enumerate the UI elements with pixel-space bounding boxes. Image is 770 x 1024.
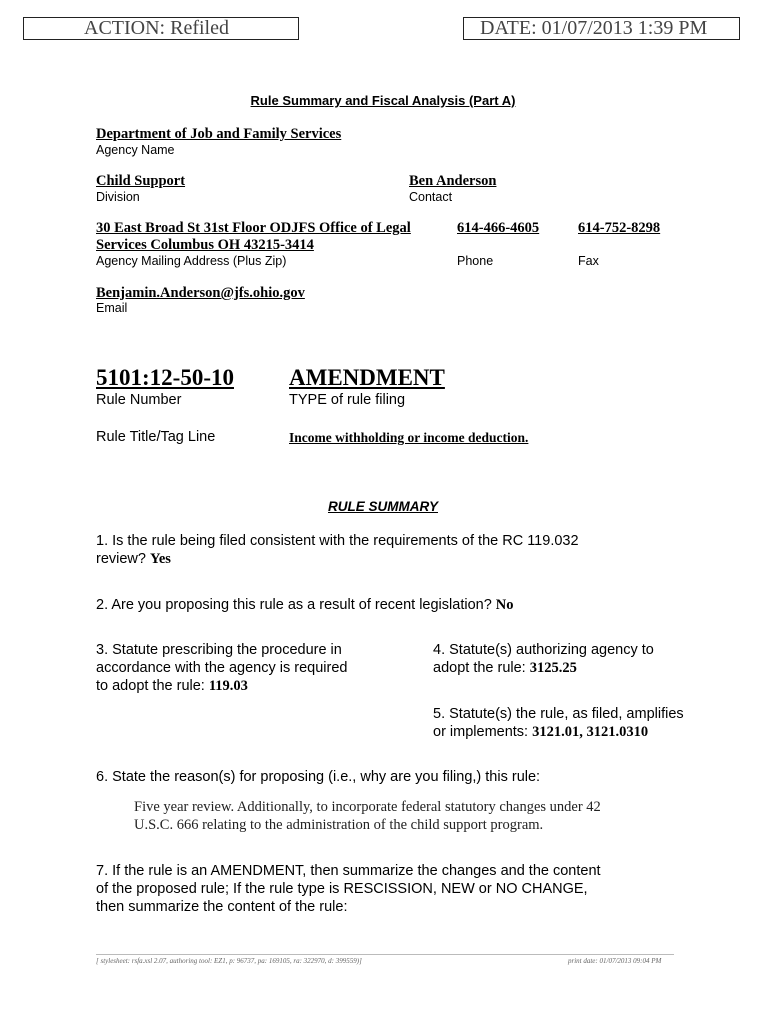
question-5-answer: 3121.01, 3121.0310: [532, 724, 649, 740]
question-4: [433, 641, 654, 677]
question-6: 6. State the reason(s) for proposing (i.e., why are you filing,) this rule:: [96, 769, 541, 785]
action-text: ACTION: Refiled: [84, 17, 229, 39]
agency-name-label: Agency Name: [96, 143, 175, 157]
email-value: Benjamin.Anderson@jfs.ohio.gov: [96, 285, 305, 301]
rule-type: AMENDMENT: [289, 365, 445, 390]
question-6-answer: [134, 798, 601, 834]
question-3-text: to adopt the rule:: [96, 678, 205, 694]
address-line2: Services Columbus OH 43215-3414: [96, 237, 314, 253]
date-text: DATE: 01/07/2013 1:39 PM: [480, 17, 708, 39]
question-2-answer: No: [495, 597, 514, 613]
question-2-text: 2. Are you proposing this rule as a result of recent legislation?: [96, 597, 492, 613]
phone-value: 614-466-4605: [457, 220, 540, 236]
rule-title-label: Rule Title/Tag Line: [96, 429, 216, 445]
address-label: Agency Mailing Address (Plus Zip): [96, 254, 287, 268]
question-7-line2: of the proposed rule; If the rule type is RESCISSION, NEW or NO CHANGE,: [96, 881, 588, 897]
division-value: Child Support: [96, 173, 186, 189]
division-label: Division: [96, 190, 140, 204]
question-1-text: review?: [96, 551, 146, 567]
question-4-line2: [433, 659, 654, 677]
question-6-answer-line2: U.S.C. 666 relating to the administration of the child support program.: [134, 817, 544, 833]
question-2: [96, 596, 514, 614]
question-3-line3: [96, 677, 347, 695]
rule-number-label: Rule Number: [96, 392, 182, 408]
fax-label: Fax: [578, 254, 599, 268]
rule-summary-heading: RULE SUMMARY: [327, 499, 438, 514]
question-4-text: adopt the rule:: [433, 660, 526, 676]
footer-stylesheet-info: [ stylesheet: rsfa.xsl 2.07, authoring tool: EZ1, p: 96737, pa: 169105, ra: 322970, d: 399559)]: [96, 957, 362, 965]
question-5-text: or implements:: [433, 724, 529, 740]
contact-label: Contact: [409, 190, 453, 204]
question-1-line1: 1. Is the rule being filed consistent with the requirements of the RC 119.032: [96, 533, 579, 549]
question-3: [96, 641, 347, 695]
contact-value: Ben Anderson: [409, 173, 497, 189]
question-4-line1: 4. Statute(s) authorizing agency to: [433, 642, 654, 658]
rule-number: 5101:12-50-10: [96, 365, 234, 390]
action-box: [23, 17, 299, 40]
rule-title: Income withholding or income deduction.: [289, 430, 529, 445]
question-5-line1: 5. Statute(s) the rule, as filed, amplifies: [433, 706, 684, 722]
question-5: [433, 705, 684, 741]
footer-divider: [96, 954, 674, 955]
date-box: [463, 17, 740, 40]
footer-print-date: print date: 01/07/2013 09:04 PM: [568, 957, 662, 965]
address-line1: 30 East Broad St 31st Floor ODJFS Office of Legal: [96, 220, 411, 236]
question-1-answer: Yes: [150, 551, 171, 567]
question-1-line2: [96, 550, 579, 568]
question-6-answer-line1: Five year review. Additionally, to incorporate federal statutory changes under 42: [134, 799, 601, 815]
question-7: [96, 862, 601, 916]
question-5-line2: [433, 723, 684, 741]
agency-name: Department of Job and Family Services: [96, 126, 342, 142]
question-3-answer: 119.03: [208, 678, 248, 694]
email-label: Email: [96, 301, 128, 315]
fax-value: 614-752-8298: [578, 220, 661, 236]
phone-label: Phone: [457, 254, 494, 268]
rule-type-label: TYPE of rule filing: [289, 392, 406, 408]
question-3-line2: accordance with the agency is required: [96, 660, 348, 676]
page-title: Rule Summary and Fiscal Analysis (Part A): [250, 93, 516, 108]
question-3-line1: 3. Statute prescribing the procedure in: [96, 642, 342, 658]
question-1: [96, 532, 579, 568]
question-7-line1: 7. If the rule is an AMENDMENT, then summarize the changes and the content: [96, 863, 601, 879]
question-4-answer: 3125.25: [529, 660, 577, 676]
question-7-line3: then summarize the content of the rule:: [96, 899, 348, 915]
